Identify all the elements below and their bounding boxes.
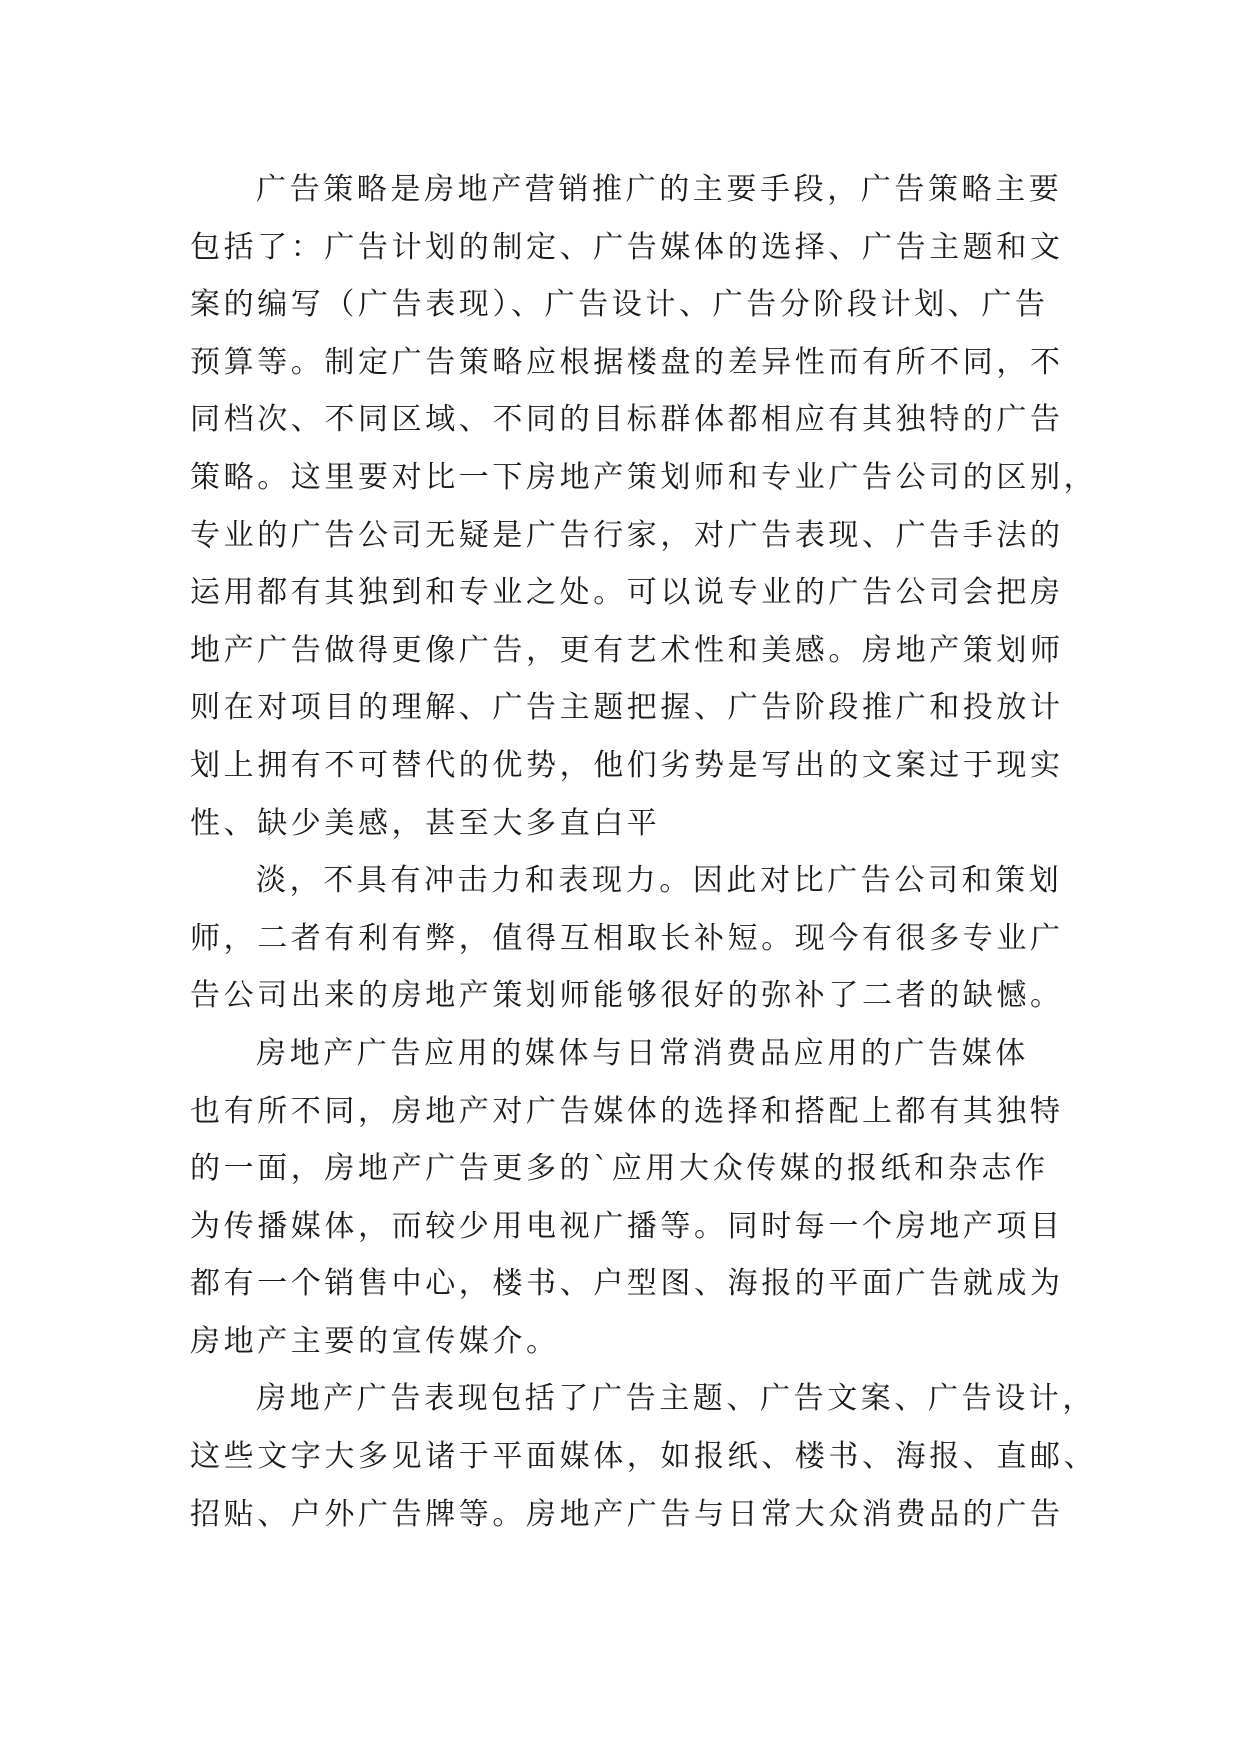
text-line: 招贴、户外广告牌等。房地产广告与日常大众消费品的广告 [190, 1496, 1064, 1532]
text-line: 划上拥有不可替代的优势，他们劣势是写出的文案过于现实 [190, 747, 1064, 783]
text-line: 这些文字大多见诸于平面媒体，如报纸、楼书、海报、直邮、 [190, 1439, 1098, 1475]
text-line: 也有所不同，房地产对广告媒体的选择和搭配上都有其独特 [190, 1093, 1064, 1129]
text-line: 策略。这里要对比一下房地产策划师和专业广告公司的区别， [190, 459, 1098, 495]
text-line: 预算等。制定广告策略应根据楼盘的差异性而有所不同，不 [190, 344, 1064, 380]
text-line: 包括了：广告计划的制定、广告媒体的选择、广告主题和文 [190, 229, 1064, 265]
text-line: 都有一个销售中心，楼书、户型图、海报的平面广告就成为 [190, 1266, 1064, 1302]
text-line: 案的编写（广告表现）、广告设计、广告分阶段计划、广告 [190, 287, 1049, 323]
text-line: 房地产主要的宣传媒介。 [190, 1323, 560, 1359]
text-line: 为传播媒体，而较少用电视广播等。同时每一个房地产项目 [190, 1208, 1064, 1244]
text-line: 房地产广告表现包括了广告主题、广告文案、广告设计， [256, 1381, 1096, 1417]
text-line: 地产广告做得更像广告，更有艺术性和美感。房地产策划师 [190, 632, 1064, 668]
text-line: 性、缺少美感，甚至大多直白平 [190, 805, 661, 841]
text-line: 淡，不具有冲击力和表现力。因此对比广告公司和策划 [256, 863, 1063, 899]
text-line: 告公司出来的房地产策划师能够很好的弥补了二者的缺憾。 [190, 978, 1064, 1014]
text-line: 同档次、不同区域、不同的目标群体都相应有其独特的广告 [190, 402, 1064, 438]
text-line: 运用都有其独到和专业之处。可以说专业的广告公司会把房 [190, 575, 1064, 611]
text-line: 专业的广告公司无疑是广告行家，对广告表现、广告手法的 [190, 517, 1064, 553]
text-line: 广告策略是房地产营销推广的主要手段，广告策略主要 [256, 172, 1063, 207]
text-line: 师，二者有利有弊，值得互相取长补短。现今有很多专业广 [190, 920, 1064, 956]
text-line: 则在对项目的理解、广告主题把握、广告阶段推广和投放计 [190, 690, 1064, 726]
text-line: 的一面，房地产广告更多的`应用大众传媒的报纸和杂志作 [190, 1151, 1049, 1187]
document-body [190, 161, 1098, 1543]
text-line: 房地产广告应用的媒体与日常消费品应用的广告媒体 [256, 1035, 1029, 1071]
